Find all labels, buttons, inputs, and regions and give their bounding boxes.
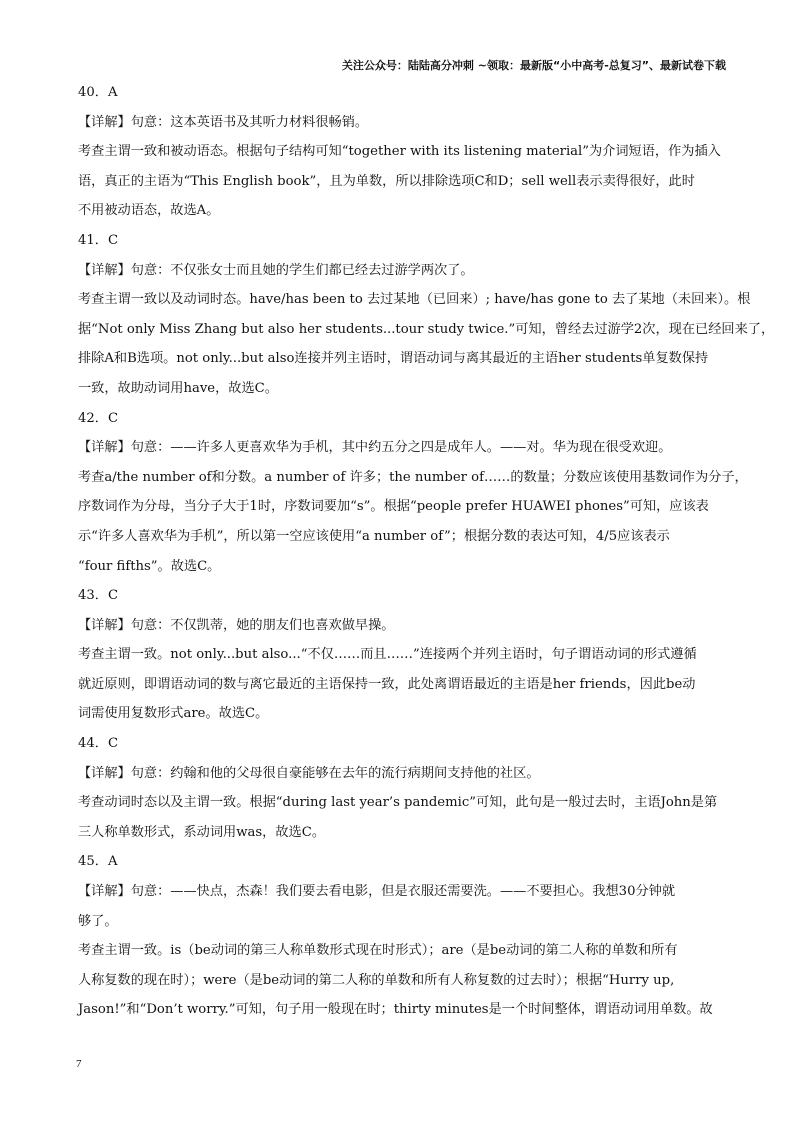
answer-43-explanation-line-3: 词需使用复数形式are。故选C。 bbox=[78, 706, 269, 722]
answer-41-explanation-line-4: 一致，故助动词用have，故选C。 bbox=[78, 380, 278, 396]
answer-40-explanation-line-2: 语，真正的主语为“This English book”，且为单数，所以排除选项C和D；sell well表示卖得很好，此时 bbox=[78, 173, 695, 189]
answer-44-detail-meaning: 【详解】句意：约翰和他的父母很自豪能够在去年的流行病期间支持他的社区。 bbox=[78, 765, 540, 781]
header-promo-note: 关注公众号：陆陆高分冲刺 ~领取：最新版“小中高考-总复习”、最新试卷下载 bbox=[341, 59, 726, 72]
answer-41-explanation-line-3: 排除A和B选项。not only...but also连接并列主语时，谓语动词与离其最近的主语her students单复数保持 bbox=[78, 351, 709, 367]
answer-40-explanation-line-3: 不用被动语态，故选A。 bbox=[78, 203, 220, 219]
answer-44-explanation-line-1: 考查动词时态以及主谓一致。根据“during last year’s pandemic”可知，此句是一般过去时，主语John是第 bbox=[78, 795, 718, 811]
answer-42-label: 42．C bbox=[78, 410, 119, 426]
answer-45-explanation-line-3: Jason!”和“Don’t worry.”可知，句子用一般现在时；thirty minutes是一个时间整体，谓语动词用单数。故 bbox=[78, 1002, 713, 1018]
answer-45-label: 45．A bbox=[78, 854, 118, 870]
answer-41-detail-meaning: 【详解】句意：不仅张女士而且她的学生们都已经去过游学两次了。 bbox=[78, 262, 474, 278]
answer-42-explanation-line-1: 考查a/the number of和分数。a number of 许多；the number of……的数量；分数应该使用基数词作为分子， bbox=[78, 469, 748, 485]
answer-41-explanation-line-1: 考查主谓一致以及动词时态。have/has been to 去过某地（已回来）; have/has gone to 去了某地（未回来）。根 bbox=[78, 292, 751, 308]
answer-41-explanation-line-2: 据“Not only Miss Zhang but also her students...tour study twice.”可知，曾经去过游学2次，现在已经回来了， bbox=[78, 321, 775, 337]
answer-45-detail-meaning-cont: 够了。 bbox=[78, 913, 118, 929]
answer-42-explanation-line-3: 示“许多人喜欢华为手机”，所以第一空应该使用“a number of”；根据分数的表达可知，4/5应该表示 bbox=[78, 528, 670, 544]
answer-43-detail-meaning: 【详解】句意：不仅凯蒂，她的朋友们也喜欢做早操。 bbox=[78, 617, 395, 633]
answer-43-explanation-line-1: 考查主谓一致。not only...but also...“不仅……而且……”连接两个并列主语时，句子谓语动词的形式遵循 bbox=[78, 647, 697, 663]
page-number: 7 bbox=[76, 1058, 82, 1070]
answer-45-explanation-line-2: 人称复数的现在时）；were（是be动词的第二人称的单数和所有人称复数的过去时）；根据“Hurry up, bbox=[78, 972, 675, 988]
answer-40-label: 40．A bbox=[78, 85, 118, 100]
answer-42-explanation-line-2: 序数词作为分母，当分子大于1时，序数词要加“s”。根据“people prefer HUAWEI phones”可知，应该表 bbox=[78, 499, 709, 515]
answer-44-explanation-line-2: 三人称单数形式，系动词用was，故选C。 bbox=[78, 824, 326, 840]
answer-43-explanation-line-2: 就近原则，即谓语动词的数与离它最近的主语保持一致，此处离谓语最近的主语是her friends，因此be动 bbox=[78, 676, 696, 692]
answer-40-explanation-line-1: 考查主谓一致和被动语态。根据句子结构可知“together with its listening material”为介词短语，作为插入 bbox=[78, 144, 721, 160]
answer-40-detail-meaning: 【详解】句意：这本英语书及其听力材料很畅销。 bbox=[78, 114, 369, 130]
answer-45-explanation-line-1: 考查主谓一致。is（be动词的第三人称单数形式现在时形式）；are（是be动词的第二人称的单数和所有 bbox=[78, 943, 678, 959]
answer-43-label: 43．C bbox=[78, 588, 119, 604]
answer-42-explanation-line-4: “four fifths”。故选C。 bbox=[78, 558, 221, 574]
answer-44-label: 44．C bbox=[78, 736, 119, 752]
answer-45-detail-meaning: 【详解】句意：——快点，杰森！我们要去看电影，但是衣服还需要洗。——不要担心。我想30分钟就 bbox=[78, 884, 676, 900]
answer-41-label: 41．C bbox=[78, 232, 119, 248]
answer-42-detail-meaning: 【详解】句意：——许多人更喜欢华为手机，其中约五分之四是成年人。——对。华为现在很受欢迎。 bbox=[78, 440, 672, 456]
answer-explanations bbox=[78, 78, 775, 1025]
